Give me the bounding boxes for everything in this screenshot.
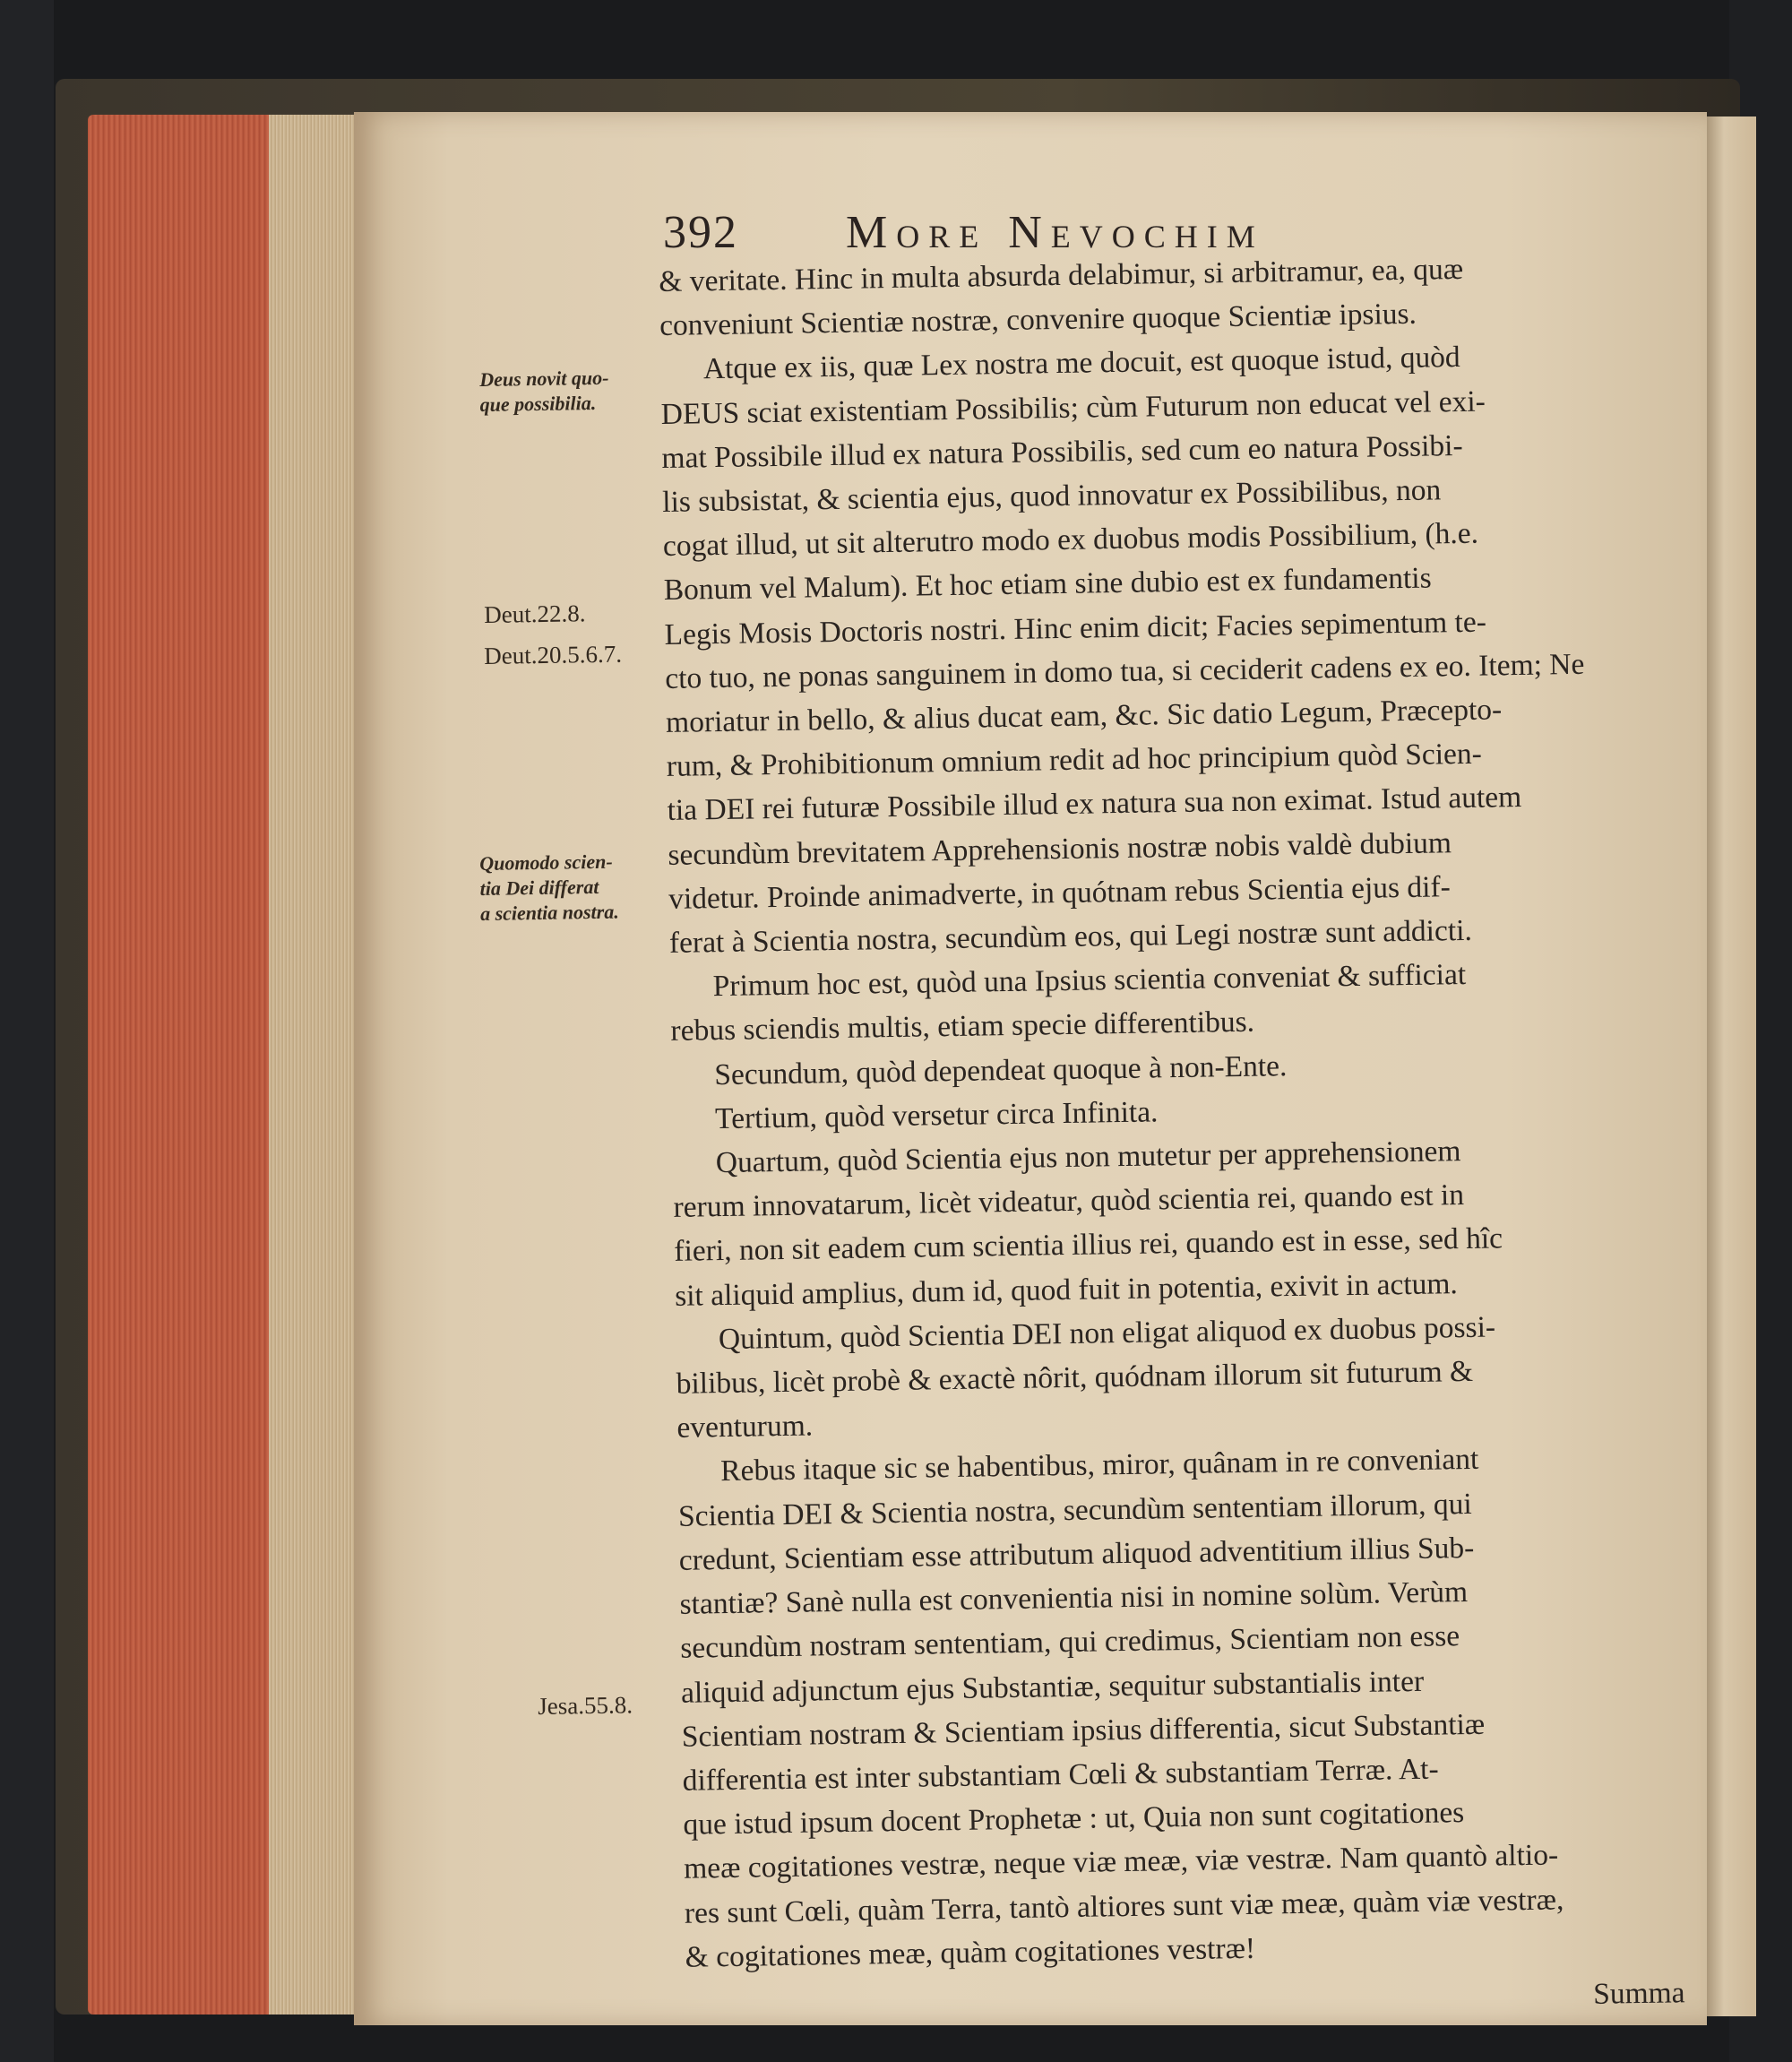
page-stack <box>269 115 367 2015</box>
text-line: differentia est inter substantiam Cœli & substantiam Terræ. At- <box>682 1752 1439 1798</box>
margin-note-deus-novit <box>479 366 609 418</box>
page-number: 392 <box>663 207 738 258</box>
text-line: videtur. Proinde animadverte, in quótnam rebus Scientia ejus dif- <box>668 870 1452 916</box>
text-line: res sunt Cœli, quàm Terra, tantò altiores sunt viæ meæ, quàm viæ vestræ, <box>684 1882 1564 1930</box>
text-line: & cogitationes meæ, quàm cogitationes vestræ! <box>685 1931 1256 1974</box>
margin-note-deut-22: Deut.22.8. <box>483 600 586 628</box>
text-line: Tertium, quòd versetur circa Infinita. <box>714 1095 1159 1135</box>
text-line: rerum innovatarum, licèt videatur, quòd scientia rei, quando est in <box>673 1178 1465 1225</box>
background-left <box>0 0 54 2062</box>
margin-note-deut-20: Deut.20.5.6.7. <box>483 640 623 669</box>
margin-note-line: Deus novit quo- <box>479 366 609 391</box>
text-line: mat Possibile illud ex natura Possibilis, sed cum eo natura Possibi- <box>661 428 1463 475</box>
text-line: meæ cogitationes vestræ, neque viæ meæ, viæ vestræ. Nam quantò altio- <box>683 1838 1559 1886</box>
margin-note-line: Quomodo scien- <box>479 850 613 875</box>
text-line: rum, & Prohibitionum omnium redit ad hoc principium quòd Scien- <box>666 737 1483 784</box>
text-line: DEUS sciat existentiam Possibilis; cùm Futurum non educat vel exi- <box>660 384 1486 431</box>
text-line: cto tuo, ne ponas sanguinem in domo tua, si ceciderit cadens ex eo. Item; Ne <box>665 647 1585 695</box>
text-line: Quintum, quòd Scientia DEI non eligat aliquod ex duobus possi- <box>718 1310 1496 1356</box>
margin-note-jesa: Jesa.55.8. <box>537 1691 633 1720</box>
margin-note-line: a scientia nostra. <box>479 900 619 925</box>
margin-note-quomodo <box>479 850 619 927</box>
text-line: Scientia DEI & Scientia nostra, secundùm sententiam illorum, qui <box>677 1487 1472 1533</box>
text-line: Primum hoc est, quòd una Ipsius scientia conveniat & sufficiat <box>712 958 1467 1004</box>
text-line: Legis Mosis Doctoris nostri. Hinc enim dicit; Facies sepimentum te- <box>664 605 1487 651</box>
text-line: fieri, non sit eadem cum scientia illius rei, quando est in esse, sed hîc <box>674 1221 1503 1269</box>
text-line: aliquid adjunctum ejus Substantiæ, sequitur substantialis inter <box>680 1664 1425 1710</box>
text-line: tia DEI rei futuræ Possibile illud ex natura sua non eximat. Istud autem <box>667 781 1522 828</box>
text-line: ferat à Scientia nostra, secundùm eos, qui Legi nostræ sunt addicti. <box>668 913 1473 960</box>
text-line: sit aliquid amplius, dum id, quod fuit in potentia, exivit in actum. <box>674 1266 1459 1313</box>
text-line: rebus sciendis multis, etiam specie differentibus. <box>670 1005 1255 1048</box>
text-line: eventurum. <box>676 1409 814 1445</box>
text-line: credunt, Scientiam esse attributum aliquod adventitium illius Sub- <box>678 1531 1475 1577</box>
running-title: More Nevochim <box>846 207 1264 258</box>
text-line: lis subsistat, & scientia ejus, quod innovatur ex Possibilibus, non <box>661 473 1442 519</box>
text-line: secundùm nostram sententiam, qui credimus, Scientiam non esse <box>680 1619 1460 1666</box>
text-line: stantiæ? Sanè nulla est convenientia nisi in nomine solùm. Verùm <box>679 1575 1469 1621</box>
text-line: conveniunt Scientiæ nostræ, convenire quoque Scientiæ ipsius. <box>659 297 1417 343</box>
body-text <box>659 244 1685 2030</box>
text-line: Scientiam nostram & Scientiam ipsius differentia, sicut Substantiæ <box>681 1707 1486 1754</box>
catchword: Summa <box>1592 1976 1685 2011</box>
text-line: cogat illud, ut sit alterutro modo ex duobus modis Possibilium, (h.e. <box>662 516 1479 564</box>
text-line: que istud ipsum docent Prophetæ : ut, Quia non sunt cogitationes <box>683 1796 1465 1842</box>
margin-note-line: que possibilia. <box>479 391 597 416</box>
text-line: Atque ex iis, quæ Lex nostra me docuit, est quoque istud, quòd <box>702 341 1460 386</box>
text-line: Quartum, quòd Scientia ejus non mutetur per apprehensionem <box>715 1135 1461 1180</box>
facing-page-edge <box>1702 116 1756 2016</box>
text-line: Secundum, quòd dependeat quoque à non-Ente. <box>713 1048 1288 1091</box>
text-line: secundùm brevitatem Apprehensionis nostræ nobis valdè dubium <box>668 825 1452 872</box>
text-line: & veritate. Hinc in multa absurda delabimur, si arbitramur, ea, quæ <box>659 252 1464 298</box>
text-line: bilibus, licèt probè & exactè nôrit, quódnam illorum sit futurum & <box>676 1354 1474 1401</box>
text-line: Bonum vel Malum). Et hoc etiam sine dubio est ex fundamentis <box>663 561 1432 608</box>
margin-note-line: tia Dei differat <box>479 875 599 900</box>
text-line: moriatur in bello, & alius ducat eam, &c. Sic datio Legum, Præcepto- <box>665 693 1503 739</box>
text-line: Rebus itaque sic se habentibus, miror, quânam in re conveniant <box>719 1443 1479 1488</box>
